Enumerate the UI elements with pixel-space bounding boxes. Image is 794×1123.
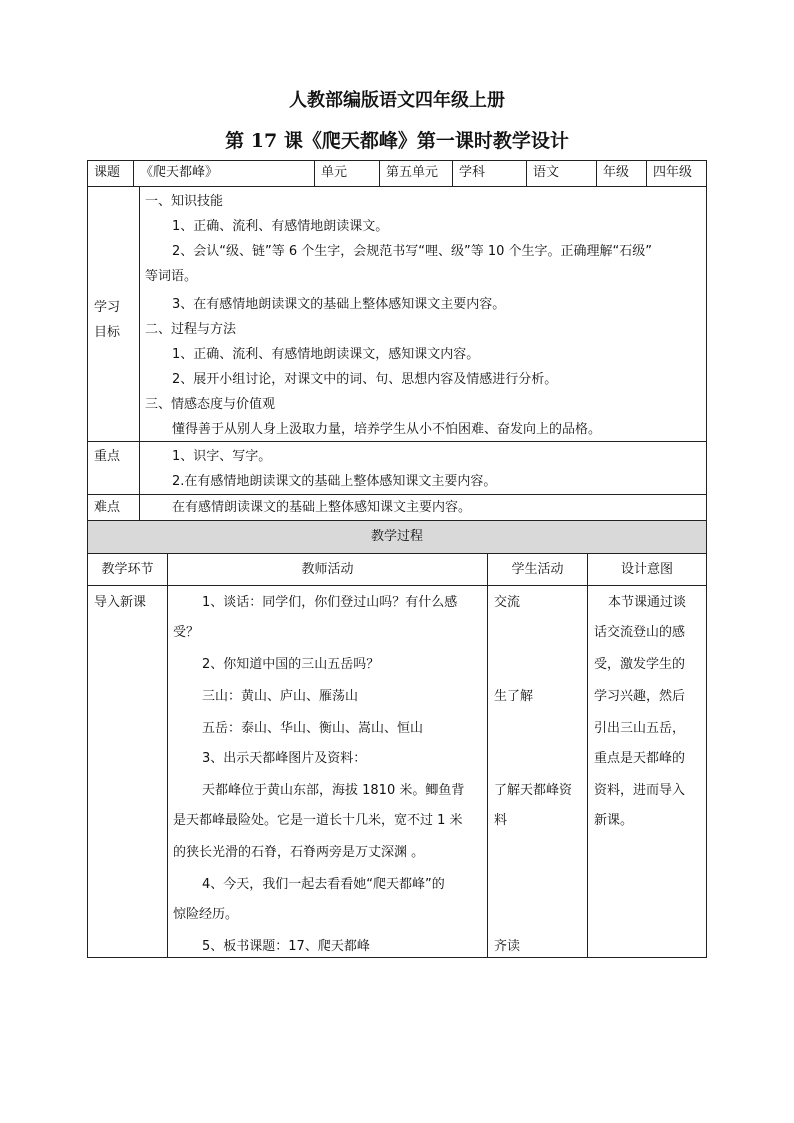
intent-line: 新课。 — [594, 813, 634, 828]
goals-label-line-1: 学习 — [94, 300, 121, 315]
teacher-line: 的狭长光滑的石脊，石脊两旁是万丈深渊 。 — [173, 845, 425, 860]
student-item: 了解天都峰资 — [494, 783, 573, 798]
col-intent-header: 设计意图 — [620, 562, 673, 577]
grade-label: 年级 — [603, 165, 630, 180]
intent-line: 引出三山五岳， — [594, 721, 686, 736]
intent-line: 重点是天都峰的 — [594, 751, 686, 766]
subject-label: 学科 — [459, 165, 486, 180]
key-point-line: 1、识字、写字。 — [172, 449, 272, 464]
teacher-line: 五岳：泰山、华山、衡山、嵩山、恒山 — [202, 721, 424, 736]
col-stage-header: 教学环节 — [101, 562, 154, 577]
teacher-line: 1、谈话：同学们，你们登过山吗？有什么感 — [202, 595, 458, 610]
process-header: 教学过程 — [88, 521, 706, 553]
goals-label-line-2: 目标 — [94, 325, 121, 340]
key-points-label: 重点 — [94, 449, 121, 464]
goal-line: 1、正确、流利、有感情地朗读课文。 — [172, 219, 389, 234]
stage-name: 导入新课 — [94, 595, 147, 610]
teacher-line: 是天都峰最险处。它是一道长十几米，宽不过 1 米 — [173, 813, 463, 828]
teacher-line: 天都峰位于黄山东部，海拔 1810 米。鲫鱼背 — [202, 783, 465, 798]
intent-line: 本节课通过谈 — [608, 595, 687, 610]
difficulty-text: 在有感情朗读课文的基础上整体感知课文主要内容。 — [172, 500, 472, 515]
teacher-line: 4、今天，我们一起去看看她“爬天都峰”的 — [202, 877, 445, 892]
grade-value: 四年级 — [653, 165, 693, 180]
goal-line: 等词语。 — [145, 269, 198, 284]
document-title: 人教部编版语文四年级上册 — [289, 90, 505, 111]
document-subtitle: 第 17 课《爬天都峰》第一课时教学设计 — [225, 130, 569, 152]
intent-line: 话交流登山的感 — [594, 625, 686, 640]
col-teacher-header: 教师活动 — [301, 562, 354, 577]
topic-label: 课题 — [94, 165, 121, 180]
teacher-line: 3、出示天都峰图片及资料： — [202, 751, 367, 766]
goal-line: 1、正确、流利、有感情地朗读课文，感知课文内容。 — [172, 347, 480, 362]
intent-line: 受，激发学生的 — [594, 657, 686, 672]
subject-value: 语文 — [533, 165, 560, 180]
topic-value: 《爬天都峰》 — [140, 165, 219, 180]
student-item: 交流 — [494, 595, 521, 610]
goal-line: 一、知识技能 — [145, 194, 224, 209]
teacher-line: 受？ — [173, 625, 200, 640]
goal-line: 3、在有感情地朗读课文的基础上整体感知课文主要内容。 — [172, 297, 506, 312]
goal-line: 2、展开小组讨论，对课文中的词、句、思想内容及情感进行分析。 — [172, 372, 558, 387]
teacher-line: 三山：黄山、庐山、雁荡山 — [202, 689, 359, 704]
teacher-line: 2、你知道中国的三山五岳吗？ — [202, 657, 380, 672]
goal-line: 二、过程与方法 — [145, 322, 237, 337]
goal-line: 懂得善于从别人身上汲取力量，培养学生从小不怕困难、奋发向上的品格。 — [172, 422, 602, 437]
goal-line: 三、情感态度与价值观 — [145, 397, 276, 412]
student-item: 生了解 — [494, 689, 534, 704]
goal-line: 2、会认“级、链”等 6 个生字，会规范书写“哩、级”等 10 个生字。正确理解“石级” — [172, 244, 653, 259]
unit-value: 第五单元 — [386, 165, 439, 180]
unit-label: 单元 — [321, 165, 348, 180]
key-point-line: 2.在有感情地朗读课文的基础上整体感知课文主要内容。 — [172, 474, 497, 489]
intent-line: 学习兴趣，然后 — [594, 689, 686, 704]
student-item: 料 — [494, 813, 508, 828]
teacher-line: 惊险经历。 — [173, 907, 239, 922]
student-item: 齐读 — [494, 939, 521, 954]
teacher-line: 5、板书课题：17、爬天都峰 — [202, 939, 370, 954]
intent-line: 资料，进而导入 — [594, 783, 686, 798]
col-student-header: 学生活动 — [511, 562, 564, 577]
difficulty-label: 难点 — [94, 500, 121, 515]
